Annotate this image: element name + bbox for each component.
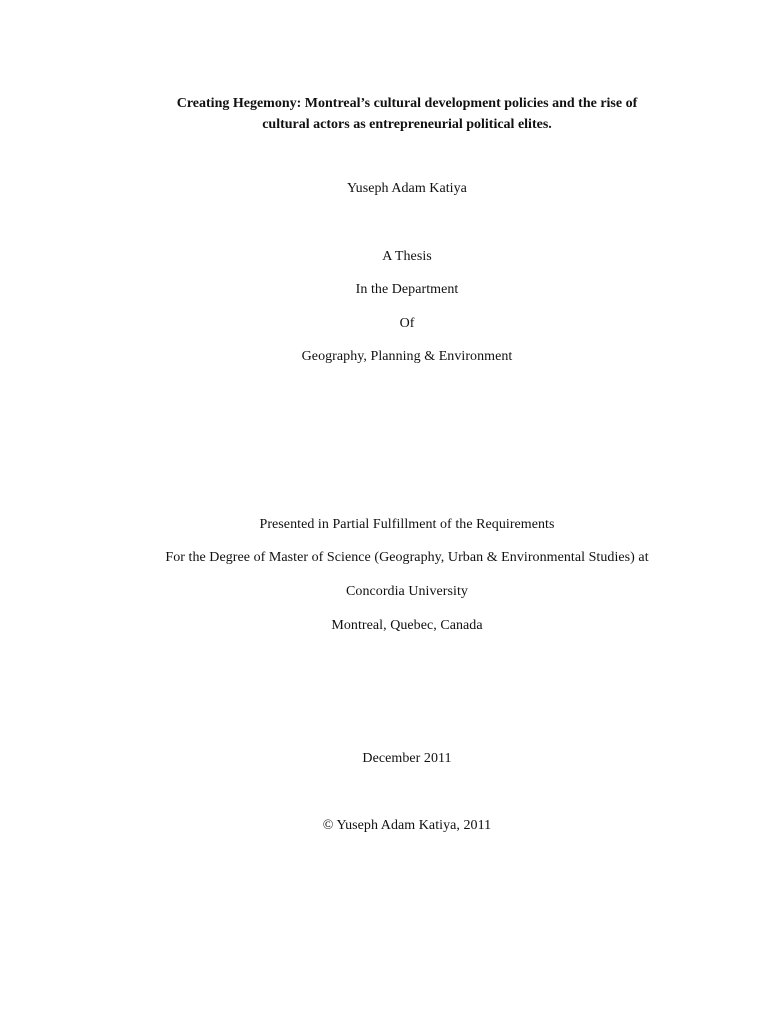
presented-statement: Presented in Partial Fulfillment of the Requirements: [259, 517, 555, 532]
university-location: Montreal, Quebec, Canada: [331, 618, 483, 633]
thesis-label: A Thesis: [382, 249, 432, 264]
copyright-notice: © Yuseph Adam Katiya, 2011: [322, 818, 492, 833]
thesis-title: [0, 93, 770, 135]
department-intro: In the Department: [355, 282, 459, 297]
department-of: Of: [399, 316, 415, 331]
degree-statement: For the Degree of Master of Science (Geography, Urban & Environmental Studies) at: [165, 550, 649, 565]
thesis-title-line-1: Creating Hegemony: Montreal’s cultural development policies and the rise of: [176, 96, 638, 111]
submission-date: December 2011: [362, 751, 452, 766]
author-name: Yuseph Adam Katiya: [347, 181, 467, 196]
department-name: Geography, Planning & Environment: [301, 349, 513, 364]
thesis-title-line-2: cultural actors as entrepreneurial political elites.: [262, 117, 552, 132]
university-name: Concordia University: [346, 584, 468, 599]
